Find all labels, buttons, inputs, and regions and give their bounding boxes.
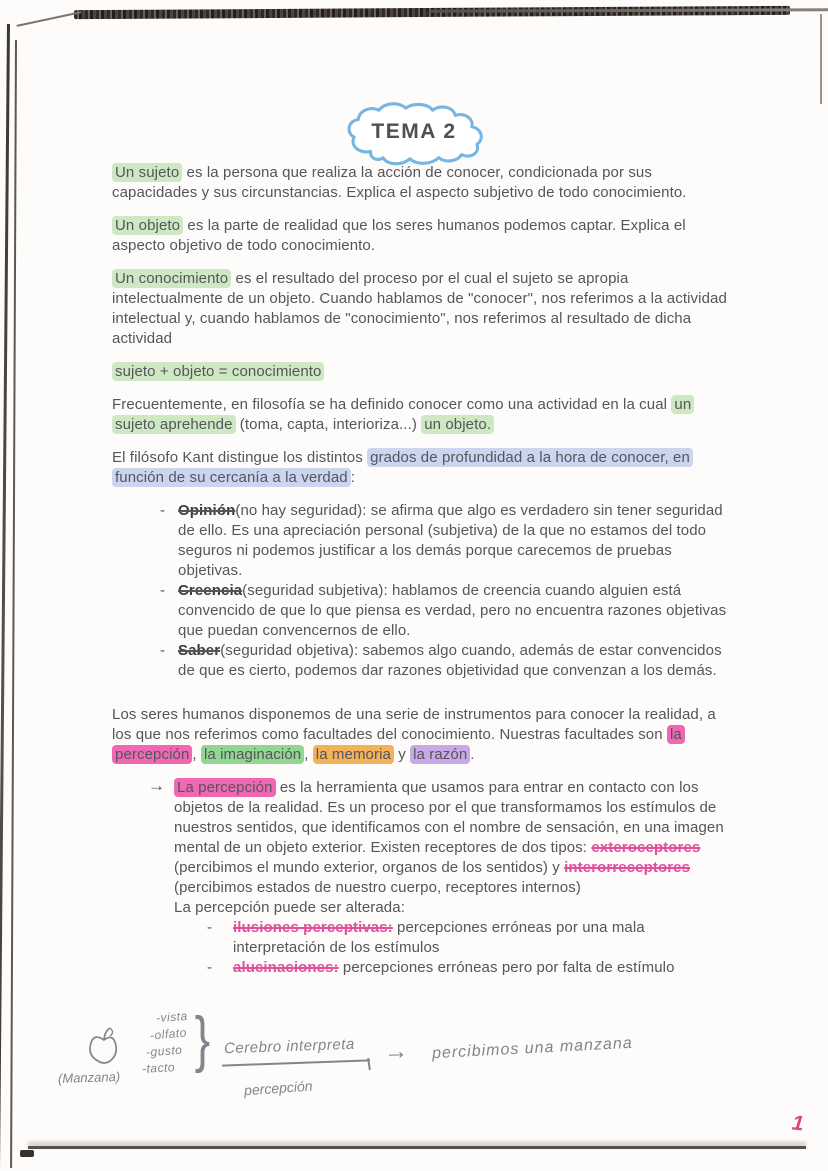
text-segment: . <box>470 746 475 763</box>
text-segment: es la herramienta que usamos para entrar en contacto con los objetos de la realidad. Es un proceso por el que transformamos los estímulos de nuestros sentidos, que identificamos con el nombre de sensación, en una imagen mental de un objeto exterior. Existen receptores de dos tipos: <box>174 779 724 856</box>
arrow-bullet-marker: → <box>148 776 166 795</box>
paragraph-facultades <box>112 705 734 765</box>
text-segment: y <box>393 746 411 763</box>
text-segment: La percepción puede ser alterada: <box>174 899 405 916</box>
text-segment: (toma, capta, interioriza...) <box>235 416 422 433</box>
text-segment: Creencia <box>178 582 243 599</box>
text-segment: (seguridad subjetiva): hablamos de creencia cuando alguien está convencido de que lo que piensa es verdad, pero no encuentra razones objetivas que puedan convencernos de ello. <box>178 582 727 639</box>
equation-line <box>112 362 734 382</box>
text-segment: , <box>304 746 313 763</box>
subbullet-alucinaciones <box>112 958 734 978</box>
page-edge-top-diagonal <box>17 11 82 27</box>
text-segment: grados de profundidad a la hora de conocer, en función de su cercanía a la verdad <box>112 448 693 487</box>
text-segment: la percepción <box>112 725 685 764</box>
arrow-item-percepcion <box>112 778 734 898</box>
hand-underline-hook <box>367 1058 371 1070</box>
page-edge-left-outer <box>0 24 10 1169</box>
paragraph-definicion-conocer <box>112 395 734 435</box>
text-segment: (percibimos el mundo exterior, organos de los sentidos) y <box>174 859 565 876</box>
text-segment: la memoria <box>313 745 394 764</box>
text-segment: : <box>350 469 355 486</box>
page-edge-bottom <box>28 1146 806 1149</box>
sense-tacto: -tacto <box>141 1060 176 1076</box>
text-segment: sujeto + objeto = conocimiento <box>112 362 324 381</box>
page-edge-bottom-corner <box>20 1150 34 1157</box>
paragraph-conocimiento <box>112 269 734 349</box>
text-segment: ilusiones perceptivas: <box>233 919 393 936</box>
sense-gusto: -gusto <box>145 1042 183 1060</box>
sense-vista: -vista <box>155 1008 189 1026</box>
page-title-text: TEMA 2 <box>371 120 457 143</box>
text-segment: interorreceptores <box>564 859 691 876</box>
bullet-opinion <box>112 501 734 581</box>
page-number: 1 <box>790 1111 805 1136</box>
paragraph-kant <box>112 448 734 488</box>
text-segment: Un sujeto <box>112 163 182 182</box>
text-segment: es la parte de realidad que los seres humanos podemos captar. Explica el aspecto objetivo de todo conocimiento. <box>112 217 686 254</box>
bullet-marker: - <box>160 642 166 659</box>
apple-doodle-icon <box>84 1026 124 1072</box>
brace-symbol: } <box>194 1005 211 1074</box>
text-segment: Un conocimiento <box>112 269 231 288</box>
document-body <box>112 163 734 978</box>
text-segment: Frecuentemente, en filosofía se ha definido conocer como una actividad en la cual <box>112 396 672 413</box>
text-segment: alucinaciones: <box>233 959 339 976</box>
text-segment: Los seres humanos disponemos de una serie de instrumentos para conocer la realidad, a los que nos referimos como facultades del conocimiento. Nuestras facultades son <box>112 706 716 743</box>
bullet-marker: - <box>207 959 213 976</box>
text-segment: (percibimos estados de nuestro cuerpo, receptores internos) <box>174 879 581 896</box>
text-segment: Un objeto <box>112 216 183 235</box>
text-segment: La percepción <box>174 778 276 797</box>
bullet-saber <box>112 641 734 681</box>
text-segment: percepciones erróneas por una mala interpretación de los estímulos <box>233 919 645 956</box>
text-segment: un sujeto aprehende <box>112 395 694 434</box>
text-segment: , <box>192 746 201 763</box>
bullet-marker: - <box>160 502 166 519</box>
text-segment: exteroceptores <box>591 839 701 856</box>
paragraph-sujeto <box>112 163 734 203</box>
text-segment: El filósofo Kant distingue los distintos <box>112 449 368 466</box>
hand-arrow-icon: → <box>383 1037 409 1066</box>
subbullet-ilusiones <box>112 918 734 958</box>
text-segment: un objeto. <box>421 415 494 434</box>
text-segment: la razón <box>410 745 470 764</box>
line-percepcion-alterada <box>112 898 734 918</box>
bullet-marker: - <box>160 582 166 599</box>
text-segment: percepciones erróneas pero por falta de estímulo <box>338 959 675 976</box>
text-segment: la imaginación <box>201 745 304 764</box>
text-segment: (no hay seguridad): se afirma que algo es verdadero sin tener seguridad de ello. Es una apreciación personal (subjetiva) de la que no estamos del todo seguros ni podemos justificar a los demás porque carecemos de pruebas objetivas. <box>178 502 723 579</box>
page-title <box>0 100 828 170</box>
conclusion-note: percibimos una manzana <box>431 1034 634 1063</box>
text-segment: (seguridad objetiva): sabemos algo cuando, además de estar convencidos de que es cierto, podemos dar razones objetividad que convenzan a los demás. <box>178 642 722 679</box>
sense-olfato: -olfato <box>149 1025 188 1043</box>
bullet-marker: - <box>207 919 213 936</box>
percepcion-note: percepción <box>243 1077 313 1099</box>
text-segment: Saber <box>178 642 221 659</box>
text-segment: Opinión <box>178 502 236 519</box>
apple-label: (Manzana) <box>57 1068 121 1087</box>
paragraph-objeto <box>112 216 734 256</box>
text-segment: es el resultado del proceso por el cual el sujeto se apropia intelectualmente de un objeto. Cuando hablamos de "conocer", nos referimos a la actividad intelectual y, cuando hablamos de "conocimiento", nos referimos al resultado de dicha actividad <box>112 270 727 347</box>
bullet-creencia <box>112 581 734 641</box>
text-segment: es la persona que realiza la acción de conocer, condicionada por sus capacidades y sus circunstancias. Explica el aspecto subjetivo de todo conocimiento. <box>112 164 687 201</box>
page-edge-left-inner <box>10 40 17 1168</box>
cerebro-interpreta-note: Cerebro interpreta <box>223 1035 355 1058</box>
hand-underline <box>222 1059 370 1066</box>
page-edge-right <box>820 14 822 104</box>
handwritten-notes <box>0 1000 828 1130</box>
